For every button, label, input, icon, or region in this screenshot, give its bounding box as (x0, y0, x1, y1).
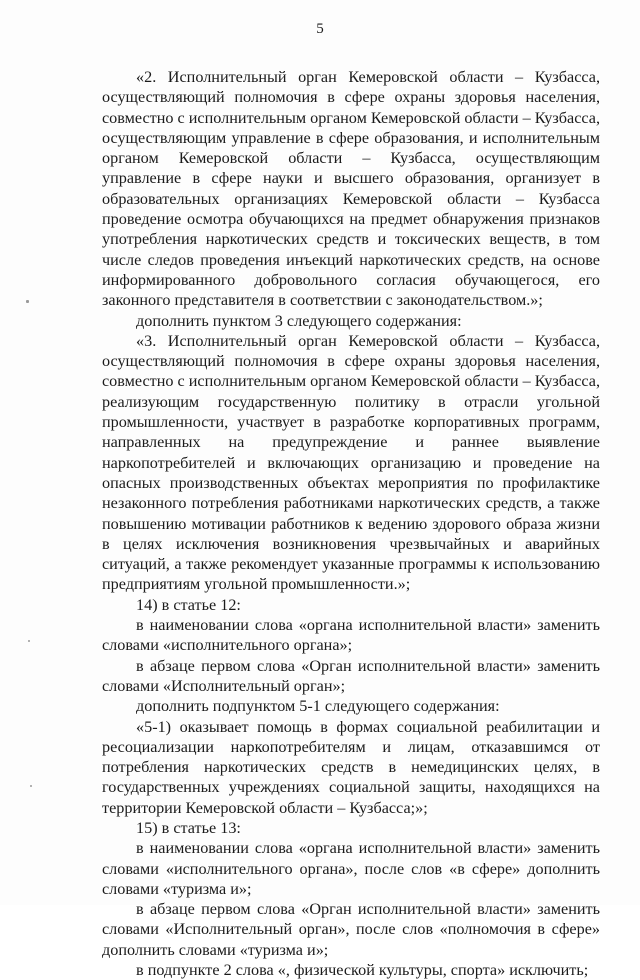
paragraph-subpoint-5-1-text: «5-1) оказывает помощь в формах социальной реабилитации и ресоциализации наркопотребителям и лицам, отказавшимся от потребления наркотических средств в немедицинских целях, в государственных учреждениях социальной защиты, находящихся на территории Кемеровской области – Кузбасса;»; (102, 717, 600, 817)
paragraph-article-3-text: «3. Исполнительный орган Кемеровской области – Кузбасса, осуществляющий полномочия в сфере охраны здоровья населения, совместно с исполнительным органом Кемеровской области – Кузбасса, реализующим государственную политику в отрасли угольной промышленности, участвует в разработке корпоративных программ, направленных на предупреждение и раннее выявление наркопотребителей и включающих организацию и проведение на опасных производственных объектах мероприятия по профилактике незаконного потребления работниками наркотических средств, а также повышению мотивации работников к ведению здорового образа жизни в целях исключения возникновения чрезвычайных и аварийных ситуаций, а также рекомендует указанные программы к использованию предприятиям угольной промышленности.»; (102, 331, 601, 594)
paragraph-add-point-3: дополнить пунктом 3 следующего содержания: (136, 311, 462, 330)
document-body (102, 67, 600, 980)
page-number: 5 (316, 21, 324, 37)
scan-margin-mark (30, 785, 32, 787)
paragraph-item-14: 14) в статье 12: (136, 595, 241, 614)
paragraph-first-para-replacement-12: в абзаце первом слова «Орган исполнительной власти» заменить словами «Исполнительный орган»; (102, 656, 600, 695)
paragraph-item-15: 15) в статье 13: (136, 818, 241, 837)
paragraph-subpoint-2-exclusion: в подпункте 2 слова «, физической культуры, спорта» исключить; (136, 961, 589, 980)
paragraph-title-replacement-12: в наименовании слова «органа исполнительной власти» заменить словами «исполнительного органа»; (102, 616, 600, 655)
paragraph-article-2-text: «2. Исполнительный орган Кемеровской области – Кузбасса, осуществляющий полномочия в сфере охраны здоровья населения, совместно с исполнительным органом Кемеровской области – Кузбасса, осуществляющим управление в сфере образования, и исполнительным органом Кемеровской области – Кузбасса, осуществляющим управление в сфере науки и высшего образования, организует в образовательных организациях Кемеровской области – Кузбасса проведение осмотра обучающихся на предмет обнаружения признаков употребления наркотических средств и токсических веществ, в том числе следов проведения инъекций наркотических средств, на основе информированного добровольного согласия обучающегося, его законного представителя в соответствии с законодательством.»; (102, 68, 601, 310)
paragraph-add-subpoint-5-1: дополнить подпунктом 5-1 следующего содержания: (136, 697, 500, 716)
scan-margin-mark (26, 300, 29, 303)
paragraph-first-para-replacement-13: в абзаце первом слова «Орган исполнительной власти» заменить словами «Исполнительный орган», после слов «полномочия в сфере» дополнить словами «туризма и»; (102, 900, 600, 959)
scan-margin-mark (28, 640, 30, 642)
paragraph-title-replacement-13: в наименовании слова «органа исполнительной власти» заменить словами «исполнительного органа», после слов «в сфере» дополнить словами «туризма и»; (102, 839, 600, 898)
